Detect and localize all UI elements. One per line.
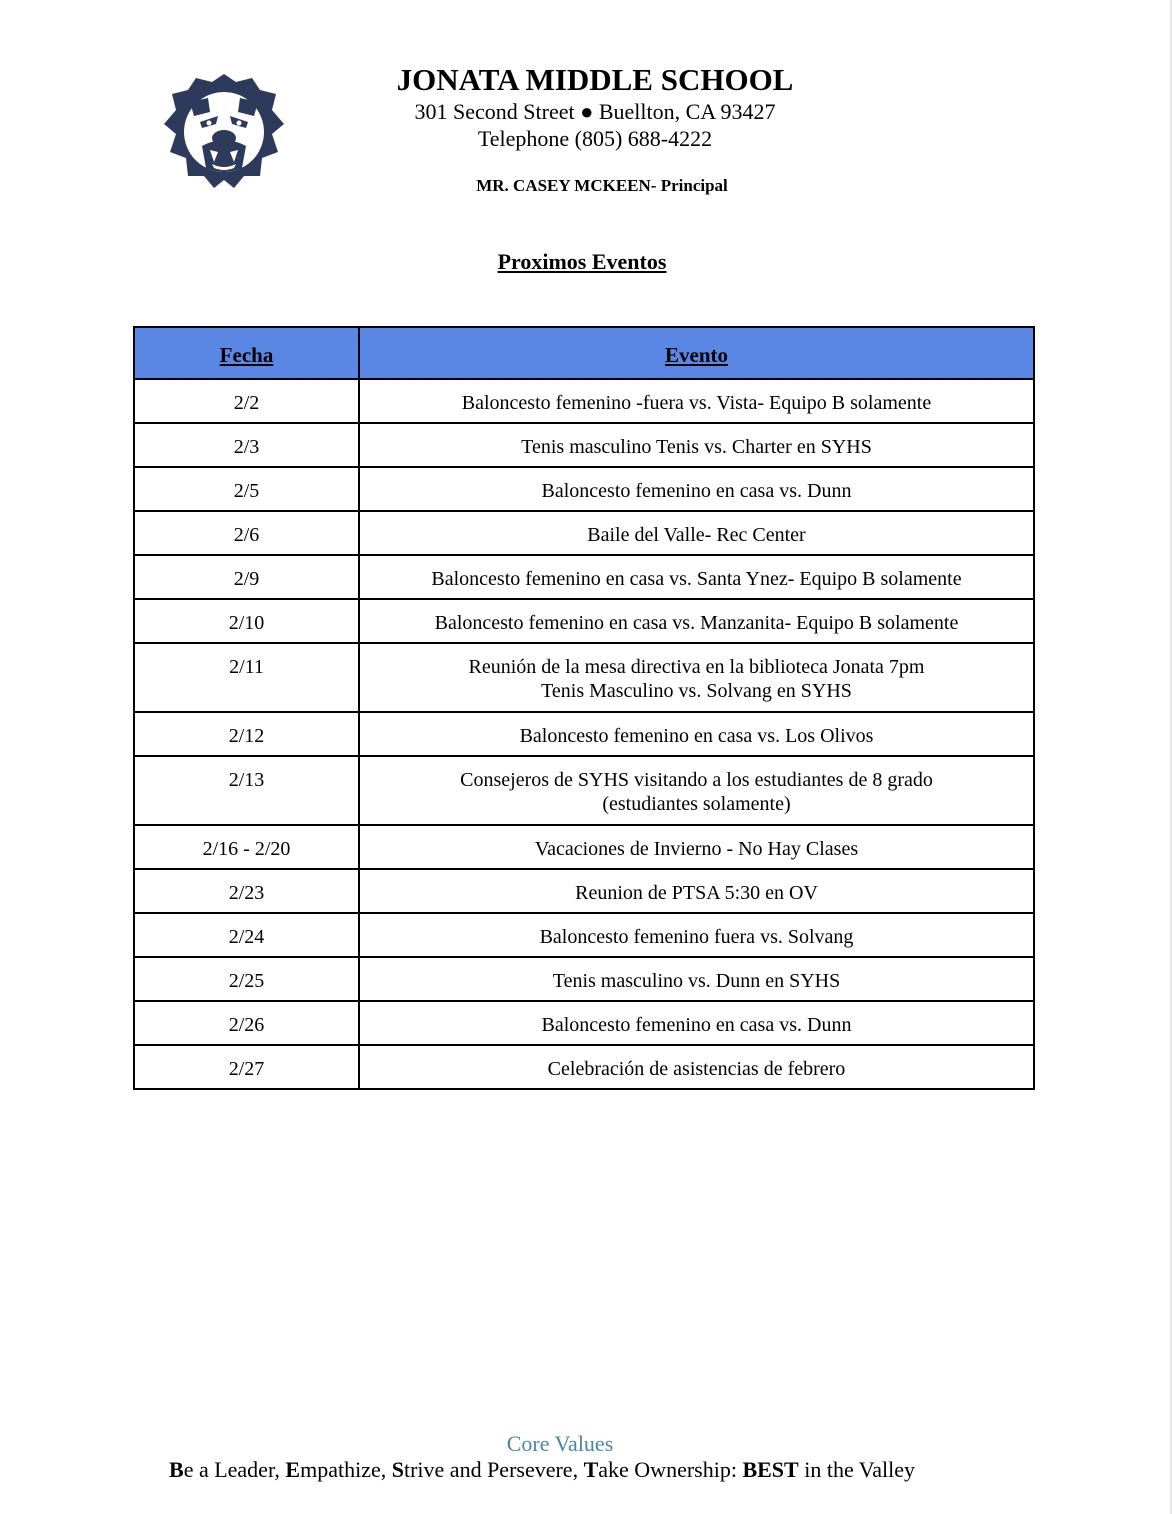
event-description: Tenis masculino Tenis vs. Charter en SYHS xyxy=(359,423,1034,467)
event-description: Baloncesto femenino fuera vs. Solvang xyxy=(359,913,1034,957)
column-header-event: Evento xyxy=(359,327,1034,379)
event-date: 2/25 xyxy=(134,957,359,1001)
table-row xyxy=(134,957,1034,1001)
event-date: 2/5 xyxy=(134,467,359,511)
event-date: 2/27 xyxy=(134,1045,359,1089)
event-description: Baloncesto femenino en casa vs. Manzanita- Equipo B solamente xyxy=(359,599,1034,643)
table-row xyxy=(134,643,1034,712)
column-header-date: Fecha xyxy=(134,327,359,379)
event-description: Baloncesto femenino en casa vs. Santa Ynez- Equipo B solamente xyxy=(359,555,1034,599)
table-row xyxy=(134,467,1034,511)
event-date: 2/12 xyxy=(134,712,359,756)
table-row xyxy=(134,511,1034,555)
event-date: 2/23 xyxy=(134,869,359,913)
event-description: Baloncesto femenino en casa vs. Dunn xyxy=(359,467,1034,511)
table-row xyxy=(134,599,1034,643)
table-row xyxy=(134,555,1034,599)
table-row xyxy=(134,1001,1034,1045)
best-word: BEST xyxy=(742,1457,799,1482)
page-title: Proximos Eventos xyxy=(497,249,667,274)
event-date: 2/26 xyxy=(134,1001,359,1045)
events-table xyxy=(133,326,1035,1090)
initial-b: B xyxy=(169,1457,184,1482)
table-row xyxy=(134,1045,1034,1089)
event-date: 2/13 xyxy=(134,756,359,825)
event-description: Baloncesto femenino en casa vs. Los Olivos xyxy=(359,712,1034,756)
value-b-rest: e a Leader, xyxy=(183,1457,286,1482)
event-date: 2/2 xyxy=(134,379,359,423)
event-description: Baloncesto femenino -fuera vs. Vista- Equipo B solamente xyxy=(359,379,1034,423)
table-row xyxy=(134,825,1034,869)
event-description: Baile del Valle- Rec Center xyxy=(359,511,1034,555)
value-s-rest: trive and Persevere, xyxy=(403,1457,584,1482)
event-date: 2/9 xyxy=(134,555,359,599)
table-row xyxy=(134,379,1034,423)
event-date: 2/10 xyxy=(134,599,359,643)
event-description: Baloncesto femenino en casa vs. Dunn xyxy=(359,1001,1034,1045)
table-row xyxy=(134,913,1034,957)
event-description: Reunión de la mesa directiva en la biblioteca Jonata 7pm Tenis Masculino vs. Solvang en SYHS xyxy=(359,643,1034,712)
table-row xyxy=(134,756,1034,825)
school-name: JONATA MIDDLE SCHOOL xyxy=(396,62,794,97)
core-values-line xyxy=(169,1457,915,1483)
table-row xyxy=(134,869,1034,913)
initial-s: S xyxy=(391,1457,404,1482)
event-date: 2/24 xyxy=(134,913,359,957)
principal-line xyxy=(16,176,1172,196)
event-description: Celebración de asistencias de febrero xyxy=(359,1045,1034,1089)
event-description: Consejeros de SYHS visitando a los estudiantes de 8 grado (estudiantes solamente) xyxy=(359,756,1034,825)
valley-tail: in the Valley xyxy=(798,1457,916,1482)
principal-role: - Principal xyxy=(650,176,728,195)
event-date: 2/11 xyxy=(134,643,359,712)
event-description: Reunion de PTSA 5:30 en OV xyxy=(359,869,1034,913)
event-description: Vacaciones de Invierno - No Hay Clases xyxy=(359,825,1034,869)
principal-name: MR. CASEY MCKEEN xyxy=(476,176,651,195)
initial-e: E xyxy=(285,1457,301,1482)
event-date: 2/16 - 2/20 xyxy=(134,825,359,869)
table-row xyxy=(134,423,1034,467)
value-t-rest: ake Ownership: xyxy=(598,1457,743,1482)
initial-t: T xyxy=(583,1457,599,1482)
event-description: Tenis masculino vs. Dunn en SYHS xyxy=(359,957,1034,1001)
value-e-rest: mpathize, xyxy=(300,1457,392,1482)
school-address: 301 Second Street ● Buellton, CA 93427 xyxy=(414,99,776,124)
school-phone: Telephone (805) 688-4222 xyxy=(477,126,713,151)
table-row xyxy=(134,712,1034,756)
event-date: 2/3 xyxy=(134,423,359,467)
table-header-row xyxy=(134,327,1034,379)
core-values-title: Core Values xyxy=(506,1431,614,1456)
event-date: 2/6 xyxy=(134,511,359,555)
